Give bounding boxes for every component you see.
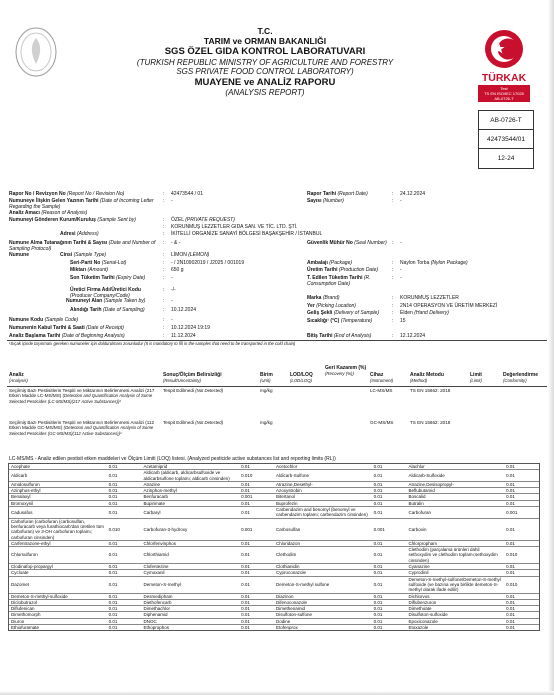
sender-value: KORUNMUŞ LEZZETLER GIDA SAN. VE TİC. LTD. ŞTİ. — [171, 224, 298, 230]
analysis-row-name: Seçilmiş Bazı Pestisitlerin Tespiti ve Miktarının Belirlenmesi Analizi (217 Etken Madde LC-MS/MS) (Detection and Quantification Analysis of Some Selected Pesticides (LC-MS/MS)(217 Active Substances))² — [9, 388, 155, 405]
turkak-code: AB-0726-T — [494, 96, 514, 101]
colon: : — [163, 333, 165, 339]
pesticide-name: Dimethachlor — [143, 606, 171, 612]
loq-value: 0.001 — [373, 526, 385, 532]
brand-value: KORUNMUŞ LEZZETLER — [400, 295, 459, 301]
expiry-value: - — [171, 275, 173, 281]
colon: : — [163, 231, 165, 237]
address-label: Adresi (Address) — [60, 231, 99, 237]
colon: : — [163, 217, 165, 223]
pesticide-name: Butralin — [408, 500, 424, 506]
loq-value: 0.010 — [506, 581, 518, 587]
loq-value: 0.010 — [241, 472, 253, 478]
pesticide-name: Acetochlor — [276, 464, 298, 469]
loq-value: 0.01 — [241, 612, 250, 618]
reason-value: ÖZEL (PRIVATE REQUEST) — [171, 217, 235, 223]
start-value: 11.12.2024 — [171, 333, 196, 339]
pesticide-name: Carbofuran — [408, 509, 432, 515]
type-label: Cinsi (Sample Type) — [60, 252, 107, 258]
turkak-name: TÜRKAK — [481, 72, 527, 84]
loq-value: 0.01 — [108, 464, 118, 469]
page-count-label: Sayısı (Number) — [307, 198, 344, 204]
lot-label: Seri-Parti No (Serial-Lot) — [70, 260, 127, 266]
loq-value: 0.01 — [506, 464, 515, 469]
pesticide-name: Bupirimate — [143, 500, 166, 506]
loq-value: 0.01 — [373, 599, 383, 605]
pesticide-name: Clodinafop-propargyl — [11, 564, 53, 570]
pesticide-name: Bitertanol — [276, 494, 296, 500]
colon: : — [392, 275, 394, 281]
loq-value: 0.01 — [241, 509, 250, 515]
loq-value: 0.01 — [506, 494, 515, 500]
pesticide-name: Ethiofuramate — [11, 625, 40, 631]
lot-value: - / 2N10902019 / J2025 / 001019 — [171, 260, 245, 266]
loq-value: 0.01 — [373, 625, 383, 631]
loq-value: 0.010 — [506, 552, 518, 558]
pesticide-name: Cyproconazole — [276, 570, 307, 576]
pesticide-name: Clofentezine — [143, 564, 169, 570]
pesticide-name: Clethodim — [276, 552, 297, 558]
sample-code-label: Numune Kodu (Sample Code) — [9, 317, 79, 323]
loq-value: 0.01 — [108, 564, 118, 570]
colon: : — [392, 260, 394, 266]
pesticide-name: Chlorthiamid — [143, 552, 169, 558]
pesticide-name: Dimethoate — [408, 606, 432, 612]
turkak-info-box — [478, 85, 530, 102]
pesticide-name: Etoxazole — [408, 625, 429, 631]
loq-value: 0.01 — [506, 526, 515, 532]
loq-value: 0.01 — [108, 500, 118, 506]
loq-value: 0.01 — [506, 606, 515, 612]
loq-value: 0.010 — [108, 526, 120, 532]
receipt-value: 10.12.2024 19:19 — [171, 325, 210, 331]
pesticide-name: Alachlor — [408, 464, 425, 469]
loq-value: 0.01 — [241, 488, 250, 494]
consumption-label: T. Edilen Tüketim Tarihi (R. Consumption Date) — [307, 275, 371, 287]
temperature-value: 15 — [400, 318, 406, 324]
pesticide-name: Demeton-S-methyl-sulfone/Demeton-S-methyl sulfoxide (ve bazına veya birlikte demeton-S-methyl olarak ifade edilir) — [408, 576, 501, 593]
consumption-value: - — [400, 275, 402, 281]
pesticide-name: Bromoxynil — [11, 500, 34, 506]
loq-value: 0.01 — [108, 625, 118, 631]
pesticide-name: Carbofuran-3-hydroxy — [143, 526, 188, 532]
ref-accreditation-no: AB-0726-T — [479, 111, 533, 130]
col-conformity: Değerlendirme (Conformity) — [503, 372, 539, 383]
loq-value: 0.01 — [506, 570, 515, 576]
colon: : — [392, 310, 394, 316]
loq-value: 0.01 — [506, 540, 515, 546]
table-row — [9, 577, 539, 594]
pesticide-name: Carfentrazone-ethyl — [11, 540, 51, 546]
amount-label: Miktarı (Amount) — [70, 267, 109, 273]
loq-value: 0.01 — [108, 581, 118, 587]
pesticide-name: Carbaryl — [143, 509, 161, 515]
colon: : — [392, 267, 394, 273]
pesticide-name: Aldicarb-Sulfone — [276, 472, 310, 478]
pesticide-name: Diflubenzuron — [408, 599, 437, 605]
loq-value: 0.01 — [373, 618, 383, 624]
loq-value: 0.01 — [373, 488, 383, 494]
pesticide-name: Atrazine — [143, 481, 161, 487]
loq-value: 0.01 — [373, 472, 383, 478]
loq-list-title: LC-MS/MS - Analiz edilen pestisit etken maddeleri ve Ölçüm Limiti (LOQ) listesi. (Analyzed pesticide active substances list and reporting limits (RL)) — [9, 456, 336, 462]
colon: : — [163, 275, 165, 281]
report-date-label: Rapor Tarihi (Report Date) — [307, 191, 368, 197]
pesticide-name: Acephate — [11, 464, 31, 469]
sampling-date-value: 10.12.2024 — [171, 307, 197, 313]
pesticide-name: Diflufenican — [11, 606, 35, 612]
packaging-label: Ambalajı (Package) — [307, 260, 353, 266]
colon: : — [163, 252, 165, 258]
pesticide-name: Dimethenamid — [276, 606, 306, 612]
colon: : — [392, 333, 394, 339]
header-report-title: MUAYENE ve ANALİZ RAPORU — [194, 76, 336, 88]
ministry-emblem-icon — [14, 26, 58, 78]
loq-value: 0.01 — [373, 509, 383, 515]
turkak-logo — [478, 28, 530, 102]
pesticide-name: Dichlorvos — [408, 593, 430, 599]
colon: : — [392, 198, 394, 204]
taken-by-value: - — [171, 298, 173, 304]
expiry-label: Son Tüketim Tarihi (Expiry Date) — [70, 275, 146, 281]
pesticide-name: Clothianidin — [276, 564, 300, 570]
loq-value: 0.01 — [241, 581, 250, 587]
loq-value: 0.01 — [506, 481, 515, 487]
page-shadow — [0, 691, 554, 695]
colon: : — [163, 325, 165, 331]
sampling-date-label: Alındığı Tarih (Date of Sampling) — [70, 307, 145, 313]
production-value: - — [400, 267, 402, 273]
start-label: Analiz Başlama Tarihi (Date of Beginning Analysis) — [9, 333, 125, 339]
colon: : — [163, 224, 165, 230]
loq-value: 0.01 — [373, 612, 383, 618]
pesticide-name: Desmedipham — [143, 593, 173, 599]
letter-date-label: Numuneye İlişkin Gelen Yazının Tarihi (Date of Incoming Letter Regarding the Sample) — [9, 198, 154, 210]
pesticide-name: Dazomet — [11, 581, 30, 587]
pesticide-name: Clethodim (parçalama ürünleri dahil sethoxydim ve clethodim toplamı;sethoxydim cinsinden) — [408, 547, 498, 563]
pesticide-name: Cyprodinil — [408, 570, 429, 576]
loq-value: 0.01 — [108, 593, 118, 599]
analysis-row-name: Seçilmiş Bazı Pestisitlerin Tespiti ve Miktarının Belirlenmesi Analizi (112 Etken Madde GC-MS/MS) (Detection and Quantification Analysis of Some Selected Pesticides (GC-MS/MS)(112 Active Substances))² — [9, 420, 155, 437]
colon: : — [163, 240, 165, 246]
loq-value: 0.01 — [108, 494, 118, 500]
pesticide-name: Carbendazim and benomyl (benomyl ve carbendazim toplamı; carbendazim cinsinden) — [276, 507, 368, 518]
loq-value: 0.01 — [241, 500, 250, 506]
colon: : — [392, 318, 394, 324]
seal-label: Güvenlik Mühür No (Seal Number) — [307, 240, 387, 246]
analysis-row-instrument: GC-MS/MS — [370, 420, 394, 425]
col-unit: Birim (Unit) — [260, 372, 273, 383]
pesticide-name: Difenoconazole — [276, 599, 308, 605]
loq-value: 0.01 — [373, 581, 383, 587]
loq-value: 0.01 — [373, 606, 383, 612]
loq-value: 0.01 — [506, 612, 515, 618]
pesticide-name: Disulfoton-sulfone — [276, 612, 313, 618]
loq-value: 0.01 — [108, 612, 118, 618]
header-lab: SGS ÖZEL GIDA KONTROL LABORATUVARI — [164, 46, 366, 58]
loq-value: 0.01 — [108, 472, 118, 478]
pesticide-name: Carbosulfan — [276, 526, 301, 532]
loq-value: 0.01 — [108, 599, 118, 605]
pesticide-name: Cyanazine — [408, 564, 430, 570]
place-value: 2N14 OPERASYON VE ÜRETİM MERKEZİ — [400, 303, 498, 309]
colon: : — [163, 287, 165, 293]
pesticide-name: Demeton-S-methyl — [143, 581, 182, 587]
brand-label: Marka (Brand) — [307, 295, 340, 301]
analysis-row-method: TS EN 15662: 2018 — [410, 420, 451, 425]
loq-value: 0.01 — [108, 606, 118, 612]
producer-value: -/- — [171, 287, 176, 293]
pesticide-name: Epoxiconazole — [408, 618, 438, 624]
table-row — [9, 625, 539, 630]
loq-value: 0.01 — [373, 464, 383, 469]
loq-value: 0.01 — [373, 570, 383, 576]
pesticide-name: Atrazine,Desethyl- — [276, 481, 313, 487]
loq-value: 0.01 — [373, 564, 383, 570]
colon: : — [392, 191, 394, 197]
pesticide-name: Carbofuran (carbofuran (carbosulfan, benfuracarb veya furathiocarb'dan üretilen tüm carbofuran) ve 3-OH carbofuran toplamı; carbofuran cinsinden) — [11, 518, 104, 540]
pesticide-name: Boscalid — [408, 494, 426, 500]
pesticide-name: Beflubutamid — [408, 488, 435, 494]
colon: : — [163, 298, 165, 304]
pesticide-name: Etofenprox — [276, 625, 298, 631]
loq-value: 0.01 — [241, 593, 250, 599]
analysis-row-unit: mg/kg — [260, 388, 273, 393]
loq-value: 0.01 — [108, 552, 118, 558]
loq-value: 0.01 — [506, 500, 515, 506]
header-tc: T.C. — [257, 26, 273, 36]
pesticide-name: Cycloate — [11, 570, 29, 576]
loq-value: 0.01 — [241, 564, 250, 570]
sample-label: Numune — [9, 252, 29, 258]
analysis-row-result: Tespit Edilmedi (Not Detected) — [163, 388, 224, 393]
col-result: Sonuç/Ölçüm Belirsizliği (Result/Uncertainty) — [163, 372, 222, 383]
loq-value: 0.01 — [373, 494, 383, 500]
divider — [7, 386, 547, 387]
loq-value: 0.01 — [506, 618, 515, 624]
colon: : — [163, 198, 165, 204]
sampling-record-label: Numune Alma Tutanağının Tarihi & Sayısı (Date and Number of Sampling Protocol) — [9, 240, 156, 252]
header-ministry-en: (TURKISH REPUBLIC MINISTRY OF AGRICULTURE AND FORESTRY — [136, 57, 394, 67]
loq-value: 0.01 — [506, 488, 515, 494]
loq-value: 0.01 — [108, 540, 118, 546]
pesticide-name: Atrazine,Desisopropyl- — [408, 481, 454, 487]
table-row — [9, 470, 539, 482]
table-row — [9, 519, 539, 541]
loq-value: 0.01 — [373, 481, 383, 487]
table-row — [9, 547, 539, 564]
loq-value: 0.01 — [241, 481, 250, 487]
end-value: 12.12.2024 — [400, 333, 426, 339]
type-value: LİMON (LEMON) — [171, 252, 210, 258]
colon: : — [163, 317, 165, 323]
pesticide-name: Chlorpropham — [408, 540, 438, 546]
analysis-row-unit: mg/kg — [260, 420, 273, 425]
pesticide-name: Aldicarb — [11, 472, 28, 478]
pesticide-name: Benalaxyl — [11, 494, 31, 500]
table-row — [9, 507, 539, 519]
loq-value: 0.01 — [108, 488, 118, 494]
ref-report-no: 42473544/01 — [479, 130, 533, 149]
pesticide-name: Amidosulfuron — [11, 481, 40, 487]
accreditation-crescent-icon — [478, 28, 530, 74]
sampling-record-value: - & - — [171, 240, 181, 246]
loq-value: 0.01 — [241, 570, 250, 576]
loq-value: 0.01 — [373, 593, 383, 599]
col-instrument: Cihaz (Instrument) — [370, 372, 394, 383]
report-header — [70, 26, 460, 98]
loq-value: 0.001 — [241, 494, 253, 500]
pesticide-name: Diclobutrazol — [11, 599, 38, 605]
loq-value: 0.01 — [241, 618, 250, 624]
pesticide-name: Cadusafos — [11, 509, 33, 515]
header-lab-en: SGS PRIVATE FOOD CONTROL LABORATORY) — [176, 67, 354, 77]
pesticide-name: Diethofencarb — [143, 599, 172, 605]
pesticide-name: Azoxystrobin — [276, 488, 302, 494]
loq-value: 0.01 — [108, 570, 118, 576]
col-method: Analiz Metodu (Method) — [410, 372, 444, 383]
receipt-label: Numunenin Kabul Tarihi & Saati (Date of Receipt) — [9, 325, 124, 331]
production-label: Üretim Tarihi (Production Date) — [307, 267, 379, 273]
reason-label: Analiz Amacı (Reason of Analysis) — [9, 210, 88, 216]
pesticide-name: Diphenamid — [143, 612, 168, 618]
colon: : — [392, 240, 394, 246]
loq-value: 0.01 — [241, 540, 250, 546]
loq-value: 0.01 — [506, 593, 515, 599]
colon: : — [392, 295, 394, 301]
colon: : — [392, 303, 394, 309]
seal-value: - — [400, 240, 402, 246]
loq-value: 0.01 — [108, 509, 118, 515]
report-date-value: 24.12.2024 — [400, 191, 426, 197]
loq-value: 0.01 — [506, 472, 515, 478]
page-count-value: - — [400, 198, 402, 204]
pesticide-name: Chlorsulfuron — [11, 552, 38, 558]
loq-value: 0.01 — [241, 552, 250, 558]
loq-value: 0.01 — [241, 464, 250, 469]
address-value: İKİTELLİ ORGANİZE SANAYİ BÖLGESİ BAŞAKŞEHİR / İSTANBUL — [171, 231, 323, 237]
pesticide-name: Dodine — [276, 618, 291, 624]
loq-value: 0.01 — [108, 481, 118, 487]
colon: : — [163, 307, 165, 313]
packaging-value: Naylon Torba (Nylon Package) — [400, 260, 468, 266]
cold-chain-footnote: ¹Sıçak içinde taşınması gereken numuneler için doldurulması zorunludur (It is mandatory to fill in the samples that need to be transported in the cold chain) — [9, 341, 296, 346]
pesticide-name: Cymoxanil — [143, 570, 165, 576]
pesticide-name: Demeton-S-methyl-sulfoxide — [11, 593, 68, 599]
pesticide-name: Chlorfenvinphos — [143, 540, 177, 546]
sender-label: Numuneyi Gönderen Kurum/Kuruluş (Sample Sent by) — [9, 217, 136, 223]
page-shadow — [548, 0, 554, 695]
col-recovery: Geri Kazanım (%) (Recovery (%)) — [325, 365, 367, 376]
ref-month: 12-24 — [497, 155, 515, 162]
pesticide-name: Demeton-S-methyl sulfone — [276, 581, 330, 587]
analysis-row-result: Tespit Edilmedi (Not Detected) — [163, 420, 224, 425]
loq-value: 0.01 — [506, 599, 515, 605]
turkak-test: Test — [500, 86, 508, 91]
reference-box — [478, 110, 534, 169]
loq-value: 0.01 — [108, 618, 118, 624]
pesticide-name: Aldicarb-Sulfoxide — [408, 472, 445, 478]
loq-value: 0.01 — [241, 625, 250, 631]
header-ministry: TARIM ve ORMAN BAKANLIĞI — [203, 36, 327, 47]
pesticide-name: Diuron — [11, 618, 25, 624]
loq-value: 0.001 — [241, 526, 253, 532]
report-no-label: Rapor No / Revizyon No (Report No / Revision No) — [9, 191, 125, 197]
col-analysis: Analiz (Analysis) — [9, 372, 28, 383]
pesticide-name: Azinphos-methyl — [143, 488, 177, 494]
colon: : — [163, 191, 165, 197]
pesticide-name: Azinphos-ethyl — [11, 488, 41, 494]
delivery-value: Elden (Hand Delivery) — [400, 310, 449, 316]
pesticide-name: DNOC — [143, 618, 157, 624]
turkak-standard: TS EN ISO/IEC 17025 — [484, 91, 524, 96]
loq-value: 0.01 — [373, 500, 383, 506]
end-label: Bitiş Tarihi (End of Analysis) — [307, 333, 372, 339]
analysis-row-method: TS EN 15662: 2018 — [410, 388, 451, 393]
loq-value: 0.01 — [373, 552, 383, 558]
pesticide-name: Disulfoton-sulfoxide — [408, 612, 448, 618]
analysis-row-instrument: LC-MS/MS — [370, 388, 393, 393]
pesticide-name: Chloridazon — [276, 540, 301, 546]
colon: : — [163, 260, 165, 266]
loq-value: 0.01 — [241, 599, 250, 605]
delivery-label: Geliş Şekli (Delivery of Sample) — [307, 310, 379, 316]
pesticide-name: Buprofezin — [276, 500, 298, 506]
report-no-value: 42473544 / 01 — [171, 191, 203, 197]
pesticide-name: Aldicarb (aldicarb, aldicarbsulfoxide ve aldicarbsulfone toplamı; aldicarb cinsinden) — [143, 470, 230, 481]
loq-table — [8, 463, 540, 631]
pesticide-name: Acetamiprid — [143, 464, 168, 469]
temperature-label: Sıcaklığı¹ (°C) (Temperature) — [307, 318, 373, 324]
pesticide-name: Dimethomorph — [11, 612, 41, 618]
header-report-title-en: (ANALYSIS REPORT) — [225, 88, 305, 98]
loq-value: 0.01 — [506, 564, 515, 570]
loq-value: 0.01 — [506, 625, 515, 631]
producer-label: Üretici Firma Adı/Üretici Kodu (Producer Company/Code) — [70, 287, 141, 299]
col-lod-loq: LOD/LOQ (LOD/LOQ) — [290, 372, 313, 383]
loq-value: 0.01 — [241, 606, 250, 612]
pesticide-name: Carboxin — [408, 526, 427, 532]
place-label: Yer (Picking Location) — [307, 303, 356, 309]
col-limit: Limit (Limit) — [470, 372, 482, 383]
letter-date-value: - — [171, 198, 173, 204]
pesticide-name: Diazinon — [276, 593, 294, 599]
sample-code-value: - — [171, 317, 173, 323]
pesticide-name: Ethoprophos — [143, 625, 170, 631]
loq-value: 0.01 — [373, 540, 383, 546]
pesticide-name: Benfuracarb — [143, 494, 169, 500]
loq-value: 0.001 — [506, 509, 518, 515]
amount-value: 650 g — [171, 267, 184, 273]
colon: : — [163, 267, 165, 273]
taken-by-label: Numuneyi Alan (Sample Taken by) — [66, 298, 146, 304]
